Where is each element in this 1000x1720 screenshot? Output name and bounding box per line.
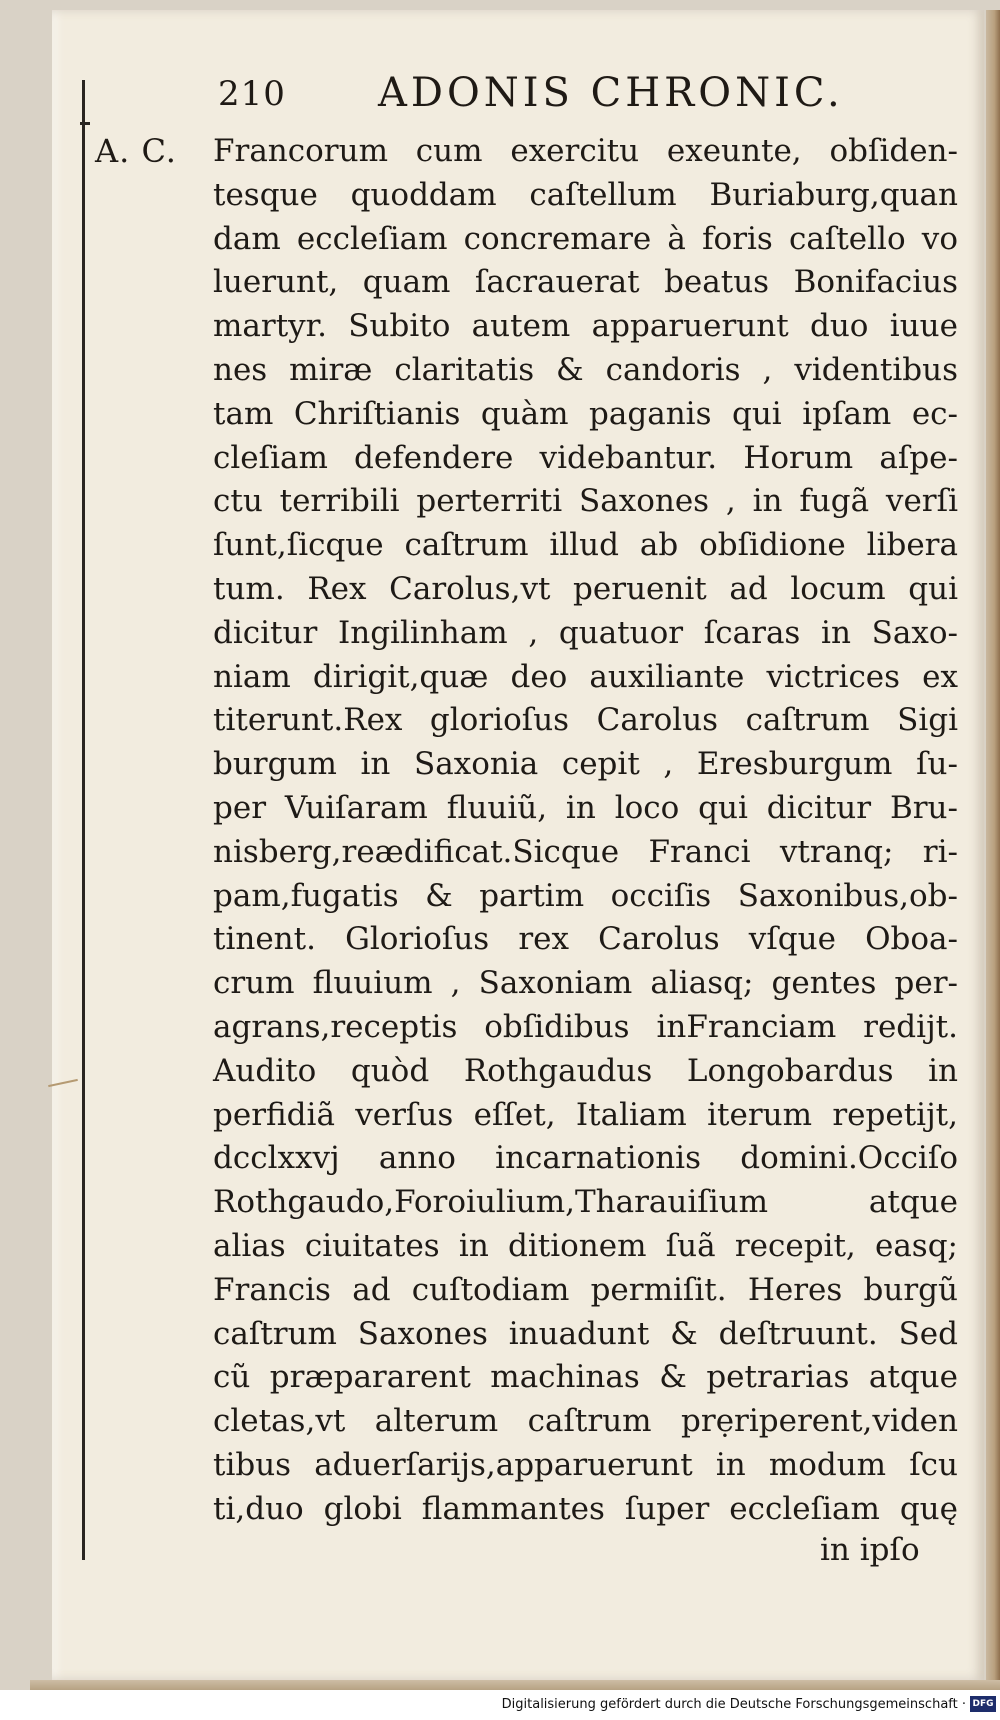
- text-line: ctu terribili perterriti Saxones , in fugã verſi: [213, 483, 958, 520]
- text-line: tam Chriſtianis quàm paganis qui ipſam ec-: [213, 395, 958, 432]
- text-line: perfidiã verſus eſſet, Italiam iterum repetijt,: [213, 1096, 958, 1133]
- text-line: luerunt, quam ſacrauerat beatus Bonifacius: [213, 264, 958, 301]
- text-line: per Vuiſaram fluuiũ, in loco qui dicitur Bru-: [213, 789, 958, 826]
- margin-note: A. C.: [95, 132, 177, 170]
- text-line: martyr. Subito autem apparuerunt duo iuue: [213, 308, 958, 345]
- text-line: burgum in Saxonia cepit , Eresburgum ſu-: [213, 746, 958, 783]
- body-text: [213, 130, 958, 1532]
- text-line: cleſiam defendere videbantur. Horum aſpe-: [213, 439, 958, 476]
- text-line: caſtrum Saxones inuadunt & deſtruunt. Sed: [213, 1315, 958, 1352]
- text-line: Francorum cum exercitu exeunte, obſiden-: [213, 133, 958, 169]
- text-line: Francis ad cuſtodiam permiſit. Heres burgũ: [213, 1271, 958, 1308]
- text-line: niam dirigit,quæ deo auxiliante victrices ex: [213, 658, 958, 695]
- margin-tick-mark: [80, 122, 90, 125]
- text-line: nisberg,reædificat.Sicque Franci vtranq; ri-: [213, 833, 958, 870]
- text-line: pam,fugatis & partim occiſis Saxonibus,ob-: [213, 877, 958, 914]
- text-line: Rothgaudo,Foroiulium,Tharauiſium atque: [213, 1184, 958, 1221]
- page-edge-right: [986, 10, 1000, 1680]
- text-line: dicitur Ingilinham , quatuor ſcaras in Saxo-: [213, 614, 958, 651]
- page-header: [200, 70, 900, 120]
- text-line: agrans,receptis obſidibus inFranciam redijt.: [213, 1008, 958, 1045]
- margin-rule: [82, 80, 85, 1560]
- text-line: dam eccleſiam concremare à foris caſtello vo: [213, 220, 958, 257]
- dfg-logo: DFG: [970, 1696, 996, 1712]
- text-line: cletas,vt alterum caſtrum prẹriperent,viden: [213, 1403, 958, 1440]
- text-line: titerunt.Rex glorioſus Carolus caſtrum Sigi: [213, 702, 958, 739]
- text-line: crum fluuium , Saxoniam aliasq; gentes per-: [213, 965, 958, 1002]
- text-line: ti,duo globi flammantes ſuper eccleſiam quę: [213, 1490, 958, 1527]
- running-title: ADONIS CHRONIC.: [378, 70, 844, 116]
- text-line: nes miræ claritatis & candoris , videntibus: [213, 351, 958, 388]
- footer-credit: Digitalisierung gefördert durch die Deutsche Forschungsgemeinschaft ·: [501, 1697, 966, 1712]
- catchword: in ipſo: [820, 1532, 920, 1568]
- text-line: ſunt,ſicque caſtrum illud ab obſidione libera: [213, 527, 958, 564]
- text-line: tesque quoddam caſtellum Buriaburg,quan: [213, 176, 958, 213]
- footer-bar: [0, 1690, 1000, 1720]
- text-line: tum. Rex Carolus,vt peruenit ad locum qui: [213, 570, 958, 607]
- text-line: alias ciuitates in ditionem ſuã recepit, easq;: [213, 1227, 958, 1264]
- text-line: cũ præpararent machinas & petrarias atque: [213, 1359, 958, 1396]
- page-edge-bottom: [30, 1680, 1000, 1690]
- text-line: Audito quòd Rothgaudus Longobardus in: [213, 1052, 958, 1089]
- text-line: dcclxxvj anno incarnationis domini.Occiſo: [213, 1140, 958, 1177]
- page-number: 210: [218, 74, 286, 114]
- text-line: tinent. Glorioſus rex Carolus vſque Oboa-: [213, 921, 958, 958]
- text-line: tibus aduerſarijs,apparuerunt in modum ſcu: [213, 1446, 958, 1483]
